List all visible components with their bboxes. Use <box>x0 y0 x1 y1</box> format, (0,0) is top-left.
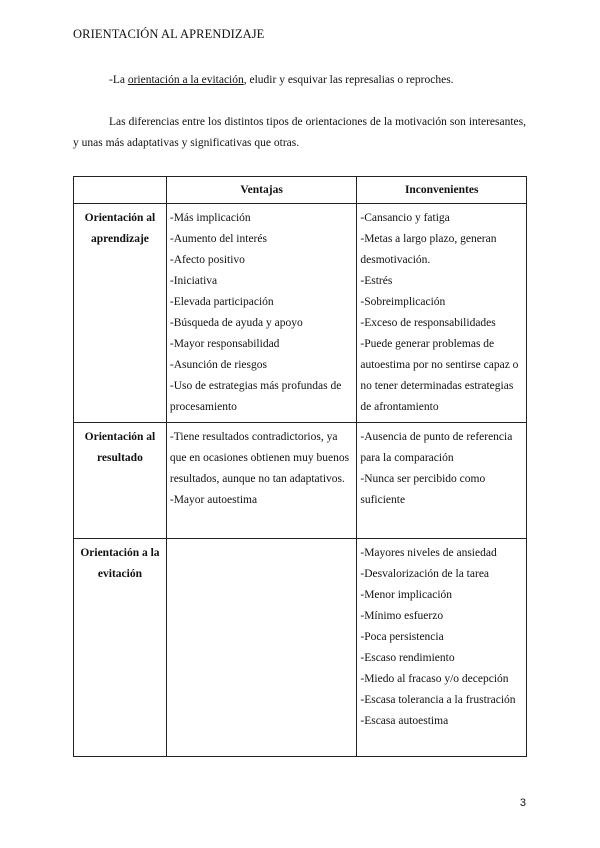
intro-underlined-term: orientación a la evitación <box>127 74 244 86</box>
intro-paragraph: Las diferencias entre los distintos tipos de orientaciones de la motivación son interesantes, y unas más adaptativas y significativas que otras. <box>73 116 526 149</box>
list-item: -Ausencia de punto de referencia para la comparación <box>360 431 513 464</box>
list-item: -Elevada participación <box>169 296 274 308</box>
list-item: -Escaso rendimiento <box>360 652 455 664</box>
row-label: Orientación al aprendizaje <box>74 204 167 423</box>
list-item: -Nunca ser percibido como suficiente <box>360 473 486 506</box>
list-item: -Metas a largo plazo, generan desmotivación. <box>360 233 497 266</box>
intro-prefix: -La <box>109 74 128 86</box>
row-label: Orientación al resultado <box>74 423 167 539</box>
list-item: -Mínimo esfuerzo <box>360 610 444 622</box>
table-row <box>74 204 527 423</box>
list-item: -Poca persistencia <box>360 631 444 643</box>
header-empty <box>74 177 167 204</box>
orientation-comparison-table <box>73 176 527 757</box>
list-item: -Aumento del interés <box>169 233 267 245</box>
inconvenientes-cell <box>357 204 527 423</box>
ventajas-cell <box>166 539 356 757</box>
inconvenientes-cell <box>357 423 527 539</box>
ventajas-cell <box>166 423 356 539</box>
list-item: -Mayores niveles de ansiedad <box>360 547 497 559</box>
list-item: -Menor implicación <box>360 589 453 601</box>
page-header-title: ORIENTACIÓN AL APRENDIZAJE <box>73 27 265 41</box>
list-item: -Puede generar problemas de autoestima por no sentirse capaz o no tener determinadas estrategias de afrontamiento <box>360 338 519 413</box>
list-item: -Desvalorización de la tarea <box>360 568 490 580</box>
intro-line <box>73 70 526 91</box>
header-inconvenientes: Inconvenientes <box>357 177 527 204</box>
list-item: -Sobreimplicación <box>360 296 446 308</box>
list-item: -Estrés <box>360 275 393 287</box>
list-item: -Más implicación <box>169 212 251 224</box>
list-item: -Tiene resultados contradictorios, ya que en ocasiones obtienen muy buenos resultados, aunque no tan adaptativos. <box>169 431 350 485</box>
list-item: -Uso de estrategias más profundas de procesamiento <box>169 380 342 413</box>
page-number: 3 <box>519 797 526 809</box>
row-label: Orientación a la evitación <box>74 539 167 757</box>
list-item: -Afecto positivo <box>169 254 245 266</box>
inconvenientes-cell <box>357 539 527 757</box>
ventajas-cell <box>166 204 356 423</box>
header-ventajas: Ventajas <box>166 177 356 204</box>
list-item: -Mayor responsabilidad <box>169 338 280 350</box>
list-item: -Escasa autoestima <box>360 715 449 727</box>
table-header-row <box>74 177 527 204</box>
list-item: -Exceso de responsabilidades <box>360 317 496 329</box>
list-item: -Escasa tolerancia a la frustración <box>360 694 516 706</box>
list-item: -Búsqueda de ayuda y apoyo <box>169 317 303 329</box>
intro-suffix: , eludir y esquivar las represalias o reproches. <box>243 74 454 86</box>
table-row <box>74 423 527 539</box>
table-row <box>74 539 527 757</box>
list-item: -Mayor autoestima <box>169 494 258 506</box>
list-item: -Miedo al fracaso y/o decepción <box>360 673 509 685</box>
list-item: -Iniciativa <box>169 275 218 287</box>
list-item: -Asunción de riesgos <box>169 359 267 371</box>
list-item: -Cansancio y fatiga <box>360 212 450 224</box>
